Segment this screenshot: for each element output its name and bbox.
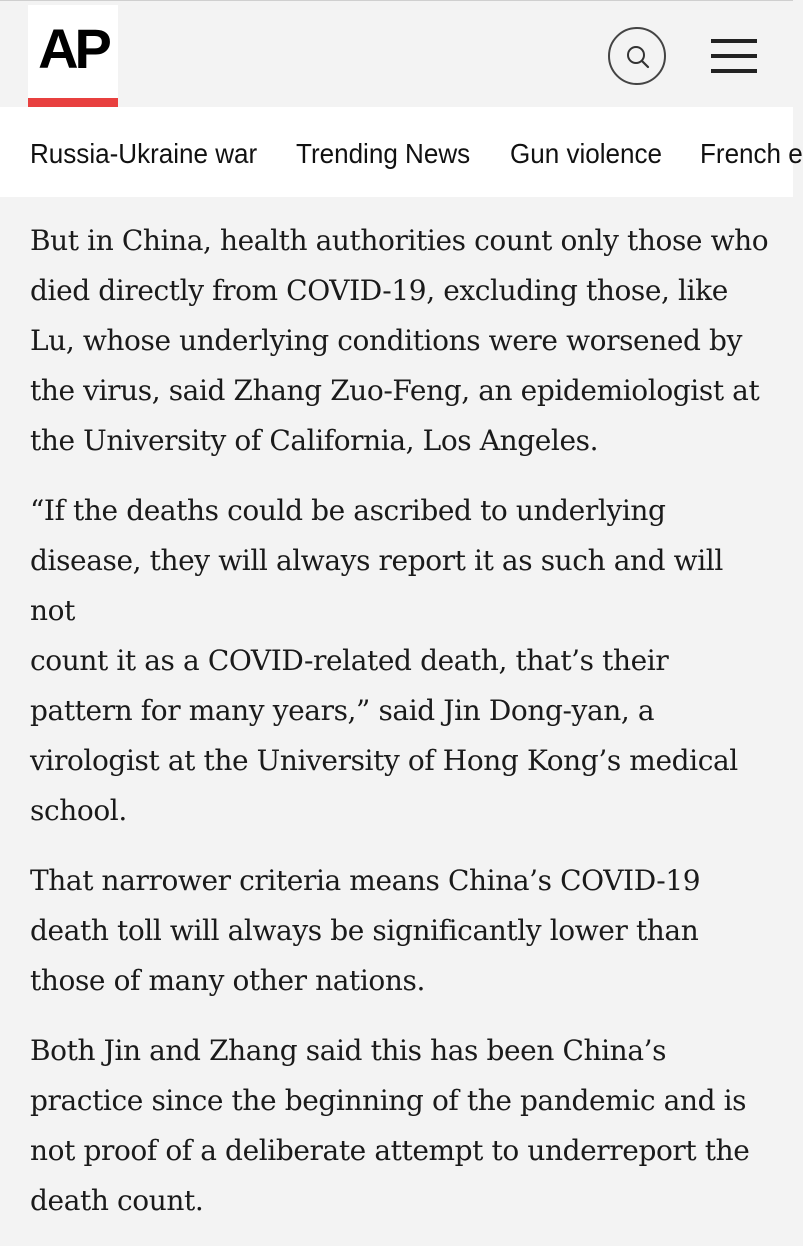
nav-item-russia-ukraine-war[interactable]: Russia-Ukraine war	[30, 138, 258, 169]
article-paragraph: That narrower criteria means China’s COVID-19 death toll will always be significantly lower than those of many other nations.	[30, 864, 701, 997]
menu-icon	[711, 39, 757, 43]
article-paragraph: Both Jin and Zhang said this has been China’s practice since the beginning of the pandemic and is not proof of a deliberate attempt to underreport the death count.	[30, 1034, 750, 1217]
search-icon	[624, 43, 652, 71]
site-header	[0, 0, 793, 107]
nav-item-trending-news[interactable]: Trending News	[296, 138, 471, 169]
menu-icon-line	[711, 54, 757, 58]
topic-nav	[0, 107, 803, 197]
nav-item-gun-violence[interactable]: Gun violence	[510, 138, 662, 169]
logo-text: AP	[38, 17, 108, 80]
ap-logo[interactable]	[28, 5, 118, 108]
article-body	[30, 216, 775, 1246]
search-button[interactable]	[608, 27, 666, 85]
menu-icon-line	[711, 69, 757, 73]
nav-item-french-elections[interactable]: French e	[700, 138, 803, 169]
menu-button[interactable]	[711, 37, 757, 75]
article-paragraph: “If the deaths could be ascribed to underlying disease, they will always report it as such and will not count it as a COVID-related death, that’s their pattern for many years,” said Jin Dong-yan, a virologist at the University of Hong Kong’s medical school.	[30, 494, 738, 827]
article-paragraph: But in China, health authorities count only those who died directly from COVID-19, excluding those, like Lu, whose underlying conditions were worsened by the virus, said Zhang Zuo-Feng, an epidemiologist at the University of California, Los Angeles.	[30, 224, 769, 457]
